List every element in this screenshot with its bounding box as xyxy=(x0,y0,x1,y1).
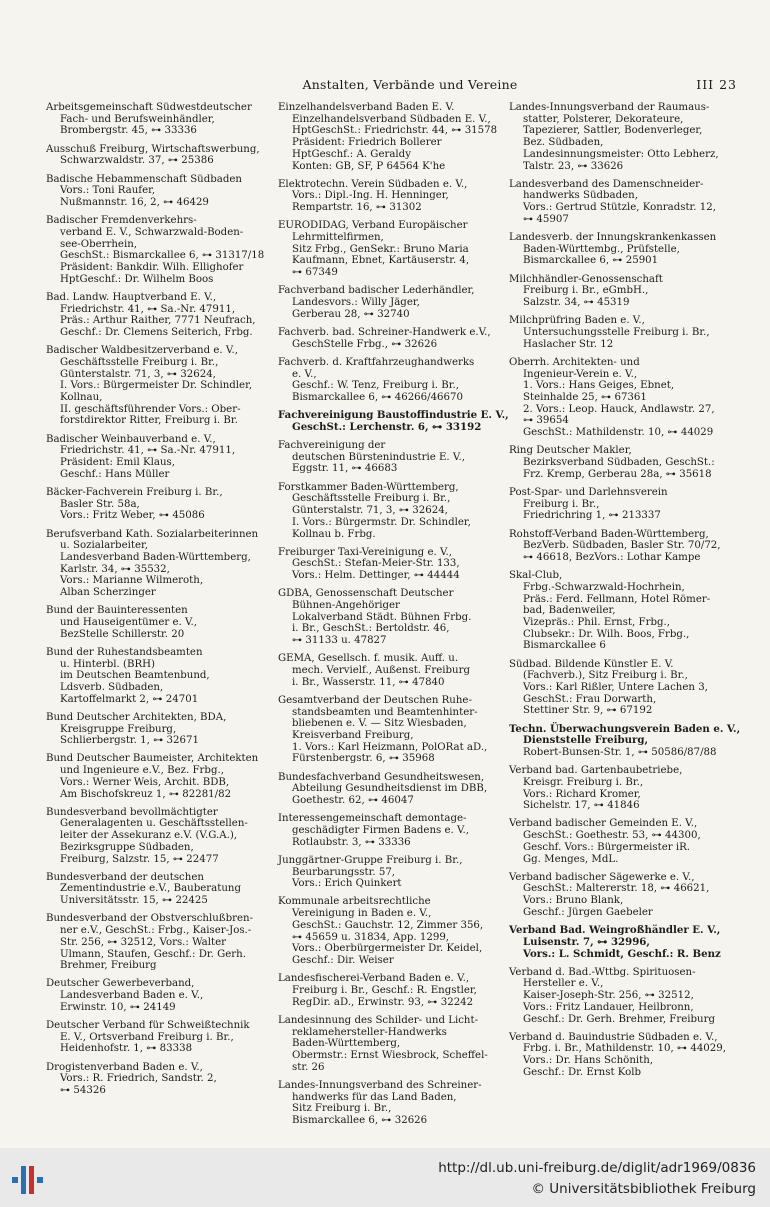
entry-detail-line: GeschSt.: Bismarckallee 6, ⊶ 31317/18 xyxy=(60,250,265,262)
entry-detail-line: Robert-Bunsen-Str. 1, ⊶ 50586/87/88 xyxy=(523,746,717,758)
directory-entry xyxy=(509,570,737,652)
entry-detail-line: Generalagenten u. Geschäftsstellen- xyxy=(60,818,248,830)
document-url-link[interactable]: http://dl.ub.uni-freiburg.de/diglit/adr1969/0836 xyxy=(438,1160,756,1176)
directory-entry xyxy=(46,529,272,599)
directory-entry xyxy=(46,292,272,339)
entry-detail-line: Str. 256, ⊶ 32512, Vors.: Walter xyxy=(60,936,227,948)
directory-entry xyxy=(46,753,272,800)
directory-entry xyxy=(278,973,503,1008)
entry-detail-line: ⊶ 67349 xyxy=(292,267,338,279)
entry-detail-line: 2. Vors.: Leop. Hauck, Andlawstr. 27, xyxy=(523,403,715,415)
entry-detail-line: (Fachverb.), Sitz Freiburg i. Br., xyxy=(523,670,688,682)
entry-detail-line: HptGeschf.: A. Geraldy xyxy=(292,148,411,160)
directory-entry xyxy=(509,315,737,350)
directory-entry xyxy=(278,409,509,433)
entry-detail-line: Bühnen-Angehöriger xyxy=(292,600,400,612)
entry-detail-line: Landesverband Baden e. V., xyxy=(60,990,204,1002)
entry-detail-line: Freiburg i. Br., xyxy=(523,498,600,510)
entry-detail-line: Vors.: Werner Weis, Archit. BDB, xyxy=(60,776,230,788)
entry-detail-line: Vors.: L. Schmidt, Geschf.: R. Benz xyxy=(523,947,721,960)
entry-detail-line: HptGeschf.: Dr. Wilhelm Boos xyxy=(60,273,214,285)
entry-detail-line: Bezirksgruppe Südbaden, xyxy=(60,841,194,853)
entry-name: Badischer Fremdenverkehrs- xyxy=(46,215,197,227)
entry-detail-line: Präsident: Friedrich Bollerer xyxy=(292,137,442,149)
directory-entry xyxy=(278,653,503,688)
entry-detail-line: Kreisgr. Freiburg i. Br., xyxy=(523,776,644,788)
directory-entry xyxy=(509,765,737,812)
directory-entry xyxy=(46,174,272,209)
entry-detail-line: Rempartstr. 16, ⊶ 31302 xyxy=(292,202,422,214)
directory-entry xyxy=(278,102,503,172)
entry-detail-line: Basler Str. 58a, xyxy=(60,498,140,510)
entry-detail-line: str. 26 xyxy=(292,1061,325,1073)
entry-name: Bund der Ruhestandsbeamten xyxy=(46,646,203,658)
entry-name: GEMA, Gesellsch. f. musik. Auff. u. xyxy=(278,653,459,665)
entry-detail-line: Bismarckallee 6, ⊶ 32626 xyxy=(292,1114,428,1126)
entry-detail-line: Dienststelle Freiburg, xyxy=(523,734,649,747)
directory-entry xyxy=(509,102,737,172)
entry-detail-line: Vors.: Richard Kromer, xyxy=(523,788,641,800)
copyright-text: © Universitätsbibliothek Freiburg xyxy=(531,1181,756,1197)
entry-name: Deutscher Verband für Schweißtechnik xyxy=(46,1020,250,1032)
entry-detail-line: Bismarckallee 6, ⊶ 46266/46670 xyxy=(292,391,463,403)
entry-name: Forstkammer Baden-Württemberg, xyxy=(278,481,459,493)
entry-detail-line: Gg. Menges, MdL. xyxy=(523,853,619,865)
entry-detail-line: Sitz Freiburg i. Br., xyxy=(292,1103,392,1115)
directory-entry xyxy=(278,179,503,214)
entry-detail-line: Geschf.: Dr. Gerh. Brehmer, Freiburg xyxy=(523,1013,716,1025)
directory-entry xyxy=(46,487,272,522)
entry-name: Landesverband des Damenschneider- xyxy=(509,178,704,190)
entry-name: Bund der Bauinteressenten xyxy=(46,605,188,617)
entry-name: Arbeitsgemeinschaft Südwestdeutscher xyxy=(46,102,252,113)
entry-detail-line: Rotlaubstr. 3, ⊶ 33336 xyxy=(292,836,411,848)
entry-name: Fachvereinigung Baustoffindustrie E. V., xyxy=(278,409,509,422)
entry-detail-line: Obermstr.: Ernst Wiesbrock, Scheffel- xyxy=(292,1049,488,1061)
directory-entry xyxy=(46,144,272,167)
entry-detail-line: Günterstalstr. 71, 3, ⊶ 32624, xyxy=(292,505,448,517)
entry-detail-line: Fürstenbergstr. 6, ⊶ 35968 xyxy=(292,753,435,765)
entry-detail-line: GeschSt.: Mathildenstr. 10, ⊶ 44029 xyxy=(523,427,714,439)
entry-detail-line: GeschSt.: Frau Dorwarth, xyxy=(523,693,657,705)
entry-detail-line: i. Br., GeschSt.: Bertoldstr. 46, xyxy=(292,623,450,635)
entry-detail-line: Freiburg i. Br., Geschf.: R. Engstler, xyxy=(292,984,477,996)
entry-detail-line: Ldsverb. Südbaden, xyxy=(60,681,164,693)
entry-detail-line: Talstr. 23, ⊶ 33626 xyxy=(523,160,624,172)
entry-name: Post-Spar- und Darlehnsverein xyxy=(509,486,668,498)
entry-name: Bundesfachverband Gesundheitswesen, xyxy=(278,771,485,783)
entry-name: Deutscher Gewerbeverband, xyxy=(46,978,195,990)
entry-detail-line: leiter der Assekuranz e.V. (V.G.A.), xyxy=(60,830,238,842)
entry-detail-line: Kaufmann, Ebnet, Kartäuserstr. 4, xyxy=(292,255,470,267)
directory-entry xyxy=(278,813,503,848)
entry-detail-line: Freiburg, Salzstr. 15, ⊶ 22477 xyxy=(60,853,219,865)
entry-detail-line: Ulmann, Staufen, Geschf.: Dr. Gerh. xyxy=(60,948,246,960)
entry-detail-line: und Hauseigentümer e. V., xyxy=(60,616,198,628)
directory-entry xyxy=(46,102,272,137)
entry-detail-line: mech. Vervielf., Außenst. Freiburg xyxy=(292,665,470,677)
entry-detail-line: GeschStelle Frbg., ⊶ 32626 xyxy=(292,338,438,350)
directory-entry xyxy=(509,357,737,439)
entry-detail-line: Lokalverband Städt. Bühnen Frbg. xyxy=(292,611,472,623)
library-footer xyxy=(0,1148,770,1207)
directory-entry xyxy=(46,978,272,1013)
entry-detail-line: Haslacher Str. 12 xyxy=(523,338,614,350)
entry-detail-line: 1. Vors.: Hans Geiges, Ebnet, xyxy=(523,380,675,392)
entry-name: Landesfischerei-Verband Baden e. V., xyxy=(278,973,470,985)
entry-detail-line: Stettiner Str. 9, ⊶ 67192 xyxy=(523,705,653,717)
entry-detail-line: verband E. V., Schwarzwald-Boden- xyxy=(60,226,244,238)
entry-detail-line: Steinhalde 25, ⊶ 67361 xyxy=(523,391,647,403)
directory-entry xyxy=(278,440,503,475)
entry-detail-line: Vors.: Bruno Blank, xyxy=(523,895,624,907)
entry-detail-line: Beurbarungsstr. 57, xyxy=(292,866,396,878)
entry-detail-line: Geschf.: Hans Müller xyxy=(60,468,170,480)
entry-name: Verband Bad. Weingroßhändler E. V., xyxy=(509,924,721,937)
entry-name: Badische Hebammenschaft Südbaden xyxy=(46,173,242,185)
entry-name: Bäcker-Fachverein Freiburg i. Br., xyxy=(46,486,223,498)
entry-name: Landesinnung des Schilder- und Licht- xyxy=(278,1014,479,1026)
entry-detail-line: Universitätsstr. 15, ⊶ 22425 xyxy=(60,895,208,907)
entry-detail-line: Kreisverband Freiburg, xyxy=(292,730,414,742)
directory-entry xyxy=(509,487,737,522)
entry-detail-line: Vors.: Dr. Hans Schönith, xyxy=(523,1055,654,1067)
directory-entry xyxy=(278,695,503,765)
directory-entry xyxy=(46,215,272,285)
entry-name: Verband badischer Gemeinden E. V., xyxy=(509,818,698,830)
entry-name: Fachverb. d. Kraftfahrzeughandwerks xyxy=(278,356,475,368)
directory-entry xyxy=(46,712,272,747)
entry-name: Elektrotechn. Verein Südbaden e. V., xyxy=(278,178,468,190)
entry-name: Gesamtverband der Deutschen Ruhe- xyxy=(278,694,472,706)
directory-entry xyxy=(46,807,272,866)
entry-name: Bad. Landw. Hauptverband E. V., xyxy=(46,291,217,303)
entry-detail-line: Präsident: Emil Klaus, xyxy=(60,456,175,468)
directory-entry xyxy=(46,1062,272,1097)
entry-name: Bundesverband bevollmächtigter xyxy=(46,806,218,818)
entry-name: Techn. Überwachungsverein Baden e. V., xyxy=(509,722,741,735)
entry-name: Landesverb. der Innungskrankenkassen xyxy=(509,232,717,244)
directory-entry xyxy=(509,925,737,960)
entry-detail-line: ⊶ 45907 xyxy=(523,213,569,225)
entry-detail-line: und Ingenieure e.V., Bez. Frbg., xyxy=(60,765,224,777)
entry-detail-line: Schlierbergstr. 1, ⊶ 32671 xyxy=(60,735,199,747)
entry-detail-line: II. geschäftsführender Vors.: Ober- xyxy=(60,403,241,415)
entry-name: EURODIDAG, Verband Europäischer xyxy=(278,220,468,232)
entry-name: Ausschuß Freiburg, Wirtschaftswerbung, xyxy=(46,143,260,155)
entry-detail-line: Frbg.-Schwarzwald-Hochrhein, xyxy=(523,581,685,593)
entry-detail-line: ner e.V., GeschSt.: Frbg., Kaiser-Jos.- xyxy=(60,925,252,937)
column-2 xyxy=(278,102,509,1133)
directory-entry xyxy=(278,547,503,582)
entry-detail-line: GeschSt.: Lerchenstr. 6, ⊶ 33192 xyxy=(292,420,482,433)
entry-detail-line: Präsident: Bankdir. Wilh. Ellighofer xyxy=(60,261,244,273)
entry-detail-line: Präs.: Arthur Raither, 7771 Neufrach, xyxy=(60,315,256,327)
directory-entry xyxy=(509,872,737,919)
entry-name: Bund Deutscher Architekten, BDA, xyxy=(46,711,227,723)
entry-detail-line: Bismarckallee 6, ⊶ 25901 xyxy=(523,255,659,267)
entry-detail-line: Brombergstr. 45, ⊶ 33336 xyxy=(60,125,197,137)
page-title: Anstalten, Verbände und Vereine xyxy=(302,77,518,92)
entry-detail-line: Bezirksverband Südbaden, GeschSt.: xyxy=(523,456,715,468)
entry-detail-line: Günterstalstr. 71, 3, ⊶ 32624, xyxy=(60,368,216,380)
entry-detail-line: Vors.: Fritz Weber, ⊶ 45086 xyxy=(60,510,205,522)
entry-detail-line: ⊶ 46618, BezVors.: Lothar Kampe xyxy=(523,551,701,563)
entry-detail-line: Geschf.: W. Tenz, Freiburg i. Br., xyxy=(292,380,459,392)
entry-detail-line: Vors.: Karl Rißler, Untere Lachen 3, xyxy=(523,681,708,693)
entry-detail-line: E. V., Ortsverband Freiburg i. Br., xyxy=(60,1031,234,1043)
entry-detail-line: statter, Polsterer, Dekorateure, xyxy=(523,113,684,125)
entry-name: Berufsverband Kath. Sozialarbeiterinnen xyxy=(46,528,259,540)
directory-entry xyxy=(46,605,272,640)
entry-detail-line: HptGeschSt.: Friedrichstr. 44, ⊶ 31578 xyxy=(292,125,498,137)
entry-detail-line: Vors.: Dipl.-Ing. H. Henninger, xyxy=(292,190,449,202)
entry-detail-line: Kaiser-Joseph-Str. 256, ⊶ 32512, xyxy=(523,990,694,1002)
entry-detail-line: Vors.: Oberbürgermeister Dr. Keidel, xyxy=(292,943,483,955)
entry-detail-line: Landesvors.: Willy Jäger, xyxy=(292,297,420,309)
entry-detail-line: Friedrichstr. 41, ⊶ Sa.-Nr. 47911, xyxy=(60,445,236,457)
entry-name: GDBA, Genossenschaft Deutscher xyxy=(278,588,454,600)
entry-detail-line: handwerks für das Land Baden, xyxy=(292,1091,457,1103)
entry-detail-line: Baden-Württembg., Prüfstelle, xyxy=(523,243,680,255)
entry-detail-line: Freiburg i. Br., eGmbH., xyxy=(523,285,649,297)
entry-detail-line: Ingenieur-Verein e. V., xyxy=(523,368,638,380)
directory-entry xyxy=(278,327,503,350)
entry-name: Skal-Club, xyxy=(509,570,563,582)
entry-name: Milchprüfring Baden e. V., xyxy=(509,315,645,327)
directory-entry xyxy=(46,434,272,481)
library-logo-icon xyxy=(12,1160,44,1196)
entry-detail-line: Landesinnungsmeister: Otto Lebherz, xyxy=(523,148,719,160)
entry-detail-line: standsbeamten und Beamtenhinter- xyxy=(292,706,478,718)
entry-detail-line: ⊶ 54326 xyxy=(60,1085,106,1097)
entry-detail-line: e. V., xyxy=(292,368,317,380)
entry-detail-line: Vizepräs.: Phil. Ernst, Frbg., xyxy=(523,616,670,628)
entry-detail-line: Vors.: R. Friedrich, Sandstr. 2, xyxy=(60,1073,217,1085)
entry-detail-line: Salzstr. 34, ⊶ 45319 xyxy=(523,297,630,309)
entry-detail-line: RegDir. aD., Erwinstr. 93, ⊶ 32242 xyxy=(292,996,474,1008)
entry-detail-line: Geschf.: Jürgen Gaebeler xyxy=(523,906,653,918)
entry-detail-line: im Deutschen Beamtenbund, xyxy=(60,670,210,682)
entry-detail-line: ⊶ 39654 xyxy=(523,415,569,427)
entry-name: Rohstoff-Verband Baden-Württemberg, xyxy=(509,528,709,540)
directory-entry xyxy=(278,285,503,320)
entry-detail-line: deutschen Bürstenindustrie E. V., xyxy=(292,451,465,463)
entry-detail-line: Geschf.: Dir. Weiser xyxy=(292,955,394,966)
entry-detail-line: bliebenen e. V. — Sitz Wiesbaden, xyxy=(292,718,467,730)
entry-detail-line: GeschSt.: Gauchstr. 12, Zimmer 356, xyxy=(292,919,484,931)
entry-name: Verband d. Bauindustrie Südbaden e. V., xyxy=(509,1031,718,1043)
directory-entry xyxy=(278,220,503,279)
entry-detail-line: reklamehersteller-Handwerks xyxy=(292,1026,447,1038)
entry-detail-line: bad, Badenweiler, xyxy=(523,605,616,617)
entry-detail-line: u. Sozialarbeiter, xyxy=(60,540,148,552)
entry-detail-line: Brehmer, Freiburg xyxy=(60,960,157,972)
entry-detail-line: Zementindustrie e.V., Bauberatung xyxy=(60,883,241,895)
entry-detail-line: Kartoffelmarkt 2, ⊶ 24701 xyxy=(60,693,199,705)
entry-detail-line: see-Oberrhein, xyxy=(60,238,138,250)
directory-entry xyxy=(278,357,503,404)
directory-entry xyxy=(278,1015,503,1074)
entry-name: Ring Deutscher Makler, xyxy=(509,445,632,457)
entry-name: Landes-Innungsverband der Raumaus- xyxy=(509,102,710,113)
column-1 xyxy=(46,102,272,1103)
entry-detail-line: Bez. Südbaden, xyxy=(523,137,604,149)
entry-detail-line: I. Vors.: Bürgermeister Dr. Schindler, xyxy=(60,380,253,392)
entry-detail-line: Einzelhandelsverband Südbaden E. V., xyxy=(292,113,491,125)
entry-detail-line: Vors.: Helm. Dettinger, ⊶ 44444 xyxy=(292,570,460,582)
entry-detail-line: Nußmannstr. 16, 2, ⊶ 46429 xyxy=(60,196,209,208)
directory-entry xyxy=(46,913,272,972)
directory-entry xyxy=(278,855,503,890)
entry-detail-line: Eggstr. 11, ⊶ 46683 xyxy=(292,463,398,475)
entry-detail-line: Baden-Württemberg, xyxy=(292,1038,401,1050)
entry-detail-line: Hersteller e. V., xyxy=(523,978,604,990)
entry-name: Milchhändler-Genossenschaft xyxy=(509,273,663,285)
entry-name: Junggärtner-Gruppe Freiburg i. Br., xyxy=(278,854,463,866)
entry-detail-line: Geschf. Vors.: Bürgermeister iR. xyxy=(523,841,691,853)
entry-detail-line: Alban Scherzinger xyxy=(60,587,156,599)
directory-entry xyxy=(509,445,737,480)
directory-entry xyxy=(278,588,503,647)
entry-name: Kommunale arbeitsrechtliche xyxy=(278,896,431,908)
entry-detail-line: Karlstr. 34, ⊶ 35532, xyxy=(60,563,170,575)
entry-detail-line: Bismarckallee 6 xyxy=(523,640,606,652)
entry-detail-line: Erwinstr. 10, ⊶ 24149 xyxy=(60,1001,176,1013)
directory-entry xyxy=(46,1020,272,1055)
entry-name: Einzelhandelsverband Baden E. V. xyxy=(278,102,455,113)
entry-detail-line: Tapezierer, Sattler, Bodenverleger, xyxy=(523,125,703,137)
entry-detail-line: Am Bischofskreuz 1, ⊶ 82281/82 xyxy=(60,788,232,800)
directory-entry xyxy=(509,232,737,267)
entry-detail-line: Kollnau, xyxy=(60,391,103,403)
entry-name: Interessengemeinschaft demontage- xyxy=(278,813,467,825)
entry-detail-line: handwerks Südbaden, xyxy=(523,190,638,202)
entry-name: Landes-Innungsverband des Schreiner- xyxy=(278,1079,482,1091)
directory-entry xyxy=(278,772,503,807)
entry-detail-line: BezStelle Schillerstr. 20 xyxy=(60,628,185,640)
entry-detail-line: Geschäftsstelle Freiburg i. Br., xyxy=(60,356,219,368)
entry-detail-line: BezVerb. Südbaden, Basler Str. 70/72, xyxy=(523,540,721,552)
entry-detail-line: Geschäftsstelle Freiburg i. Br., xyxy=(292,493,451,505)
entry-detail-line: Vereinigung in Baden e. V., xyxy=(292,908,432,920)
directory-entry xyxy=(509,1032,737,1079)
entry-detail-line: Gerberau 28, ⊶ 32740 xyxy=(292,308,410,320)
page-header xyxy=(0,76,770,94)
entry-name: Bundesverband der Obstverschlußbren- xyxy=(46,913,254,925)
directory-entry xyxy=(46,647,272,706)
entry-detail-line: GeschSt.: Goethestr. 53, ⊶ 44300, xyxy=(523,830,701,842)
entry-detail-line: Vors.: Marianne Wilmeroth, xyxy=(60,575,204,587)
entry-detail-line: Geschf.: Dr. Ernst Kolb xyxy=(523,1066,642,1078)
entry-name: Verband d. Bad.-Wttbg. Spirituosen- xyxy=(509,966,696,978)
entry-detail-line: u. Hinterbl. (BRH) xyxy=(60,658,155,670)
entry-detail-line: 1. Vors.: Karl Heizmann, PolORat aD., xyxy=(292,741,488,753)
entry-detail-line: I. Vors.: Bürgermstr. Dr. Schindler, xyxy=(292,516,471,528)
directory-entry xyxy=(509,967,737,1026)
entry-detail-line: Kreisgruppe Freiburg, xyxy=(60,723,177,735)
entry-detail-line: GeschSt.: Stefan-Meier-Str. 133, xyxy=(292,558,460,570)
entry-name: Südbad. Bildende Künstler E. V. xyxy=(509,658,674,670)
entry-detail-line: Kollnau b. Frbg. xyxy=(292,528,376,540)
entry-detail-line: Sitz Frbg., GenSekr.: Bruno Maria xyxy=(292,243,469,255)
entry-detail-line: Fach- und Berufsweinhändler, xyxy=(60,113,215,125)
directory-entry xyxy=(509,659,737,718)
directory-entry xyxy=(46,872,272,907)
entry-detail-line: Goethestr. 62, ⊶ 46047 xyxy=(292,795,414,807)
entry-detail-line: GeschSt.: Maltererstr. 18, ⊶ 46621, xyxy=(523,883,710,895)
entry-detail-line: Vors.: Erich Quinkert xyxy=(292,878,402,890)
entry-detail-line: Luisenstr. 7, ⊶ 32996, xyxy=(523,935,650,948)
entry-detail-line: Heidenhofstr. 1, ⊶ 83338 xyxy=(60,1043,193,1055)
entry-detail-line: Friedrichstr. 41, ⊶ Sa.-Nr. 47911, xyxy=(60,303,236,315)
entry-name: Drogistenverband Baden e. V., xyxy=(46,1061,203,1073)
directory-entry xyxy=(509,529,737,564)
entry-detail-line: Untersuchungsstelle Freiburg i. Br., xyxy=(523,326,710,338)
entry-detail-line: Landesverband Baden-Württemberg, xyxy=(60,551,251,563)
entry-detail-line: Präs.: Ferd. Fellmann, Hotel Römer- xyxy=(523,593,711,605)
column-3 xyxy=(509,102,741,1085)
entry-detail-line: Frbg. i. Br., Mathildenstr. 10, ⊶ 44029, xyxy=(523,1043,726,1055)
entry-name: Bund Deutscher Baumeister, Architekten xyxy=(46,753,259,765)
directory-entry xyxy=(278,1080,503,1127)
entry-name: Fachverband badischer Lederhändler, xyxy=(278,285,475,297)
entry-detail-line: Friedrichring 1, ⊶ 213337 xyxy=(523,510,661,522)
entry-detail-line: Konten: GB, SF, P 64564 K'he xyxy=(292,160,446,172)
entry-detail-line: Schwarzwaldstr. 37, ⊶ 25386 xyxy=(60,155,214,167)
entry-detail-line: Geschf.: Dr. Clemens Seiterich, Frbg. xyxy=(60,326,253,338)
entry-detail-line: ⊶ 31133 u. 47827 xyxy=(292,635,387,647)
entry-detail-line: Frz. Kremp, Gerberau 28a, ⊶ 35618 xyxy=(523,468,712,480)
page-number: III 23 xyxy=(696,77,737,92)
directory-entry xyxy=(509,722,741,759)
directory-entry xyxy=(278,482,503,541)
directory-entry xyxy=(278,896,503,966)
directory-entry xyxy=(509,818,737,865)
directory-entry xyxy=(509,274,737,309)
entry-detail-line: Vors.: Gertrud Stützle, Konradstr. 12, xyxy=(523,202,716,214)
entry-name: Badischer Weinbauverband e. V., xyxy=(46,433,216,445)
entry-name: Bundesverband der deutschen xyxy=(46,871,204,883)
entry-name: Oberrh. Architekten- und xyxy=(509,356,640,368)
entry-name: Fachvereinigung der xyxy=(278,440,386,452)
entry-name: Verband badischer Sägewerke e. V., xyxy=(509,871,695,883)
entry-detail-line: Sichelstr. 17, ⊶ 41846 xyxy=(523,800,640,812)
entry-detail-line: Vors.: Fritz Landauer, Heilbronn, xyxy=(523,1001,694,1013)
entry-name: Badischer Waldbesitzerverband e. V., xyxy=(46,345,238,357)
entry-detail-line: Abteilung Gesundheitsdienst im DBB, xyxy=(292,783,488,795)
entry-detail-line: i. Br., Wasserstr. 11, ⊶ 47840 xyxy=(292,676,445,688)
entry-name: Freiburger Taxi-Vereinigung e. V., xyxy=(278,546,453,558)
entry-detail-line: geschädigter Firmen Badens e. V., xyxy=(292,824,470,836)
directory-entry xyxy=(46,345,272,427)
directory-entry xyxy=(509,179,737,226)
entry-detail-line: forstdirektor Ritter, Freiburg i. Br. xyxy=(60,415,238,427)
entry-name: Fachverb. bad. Schreiner-Handwerk e.V., xyxy=(278,326,491,338)
entry-detail-line: Clubsekr.: Dr. Wilh. Boos, Frbg., xyxy=(523,628,690,640)
entry-detail-line: Vors.: Toni Raufer, xyxy=(60,185,156,197)
entry-detail-line: ⊶ 45659 u. 31834, App. 1299, xyxy=(292,931,450,943)
entry-name: Verband bad. Gartenbaubetriebe, xyxy=(509,765,683,777)
entry-detail-line: Lehrmittelfirmen, xyxy=(292,232,384,244)
